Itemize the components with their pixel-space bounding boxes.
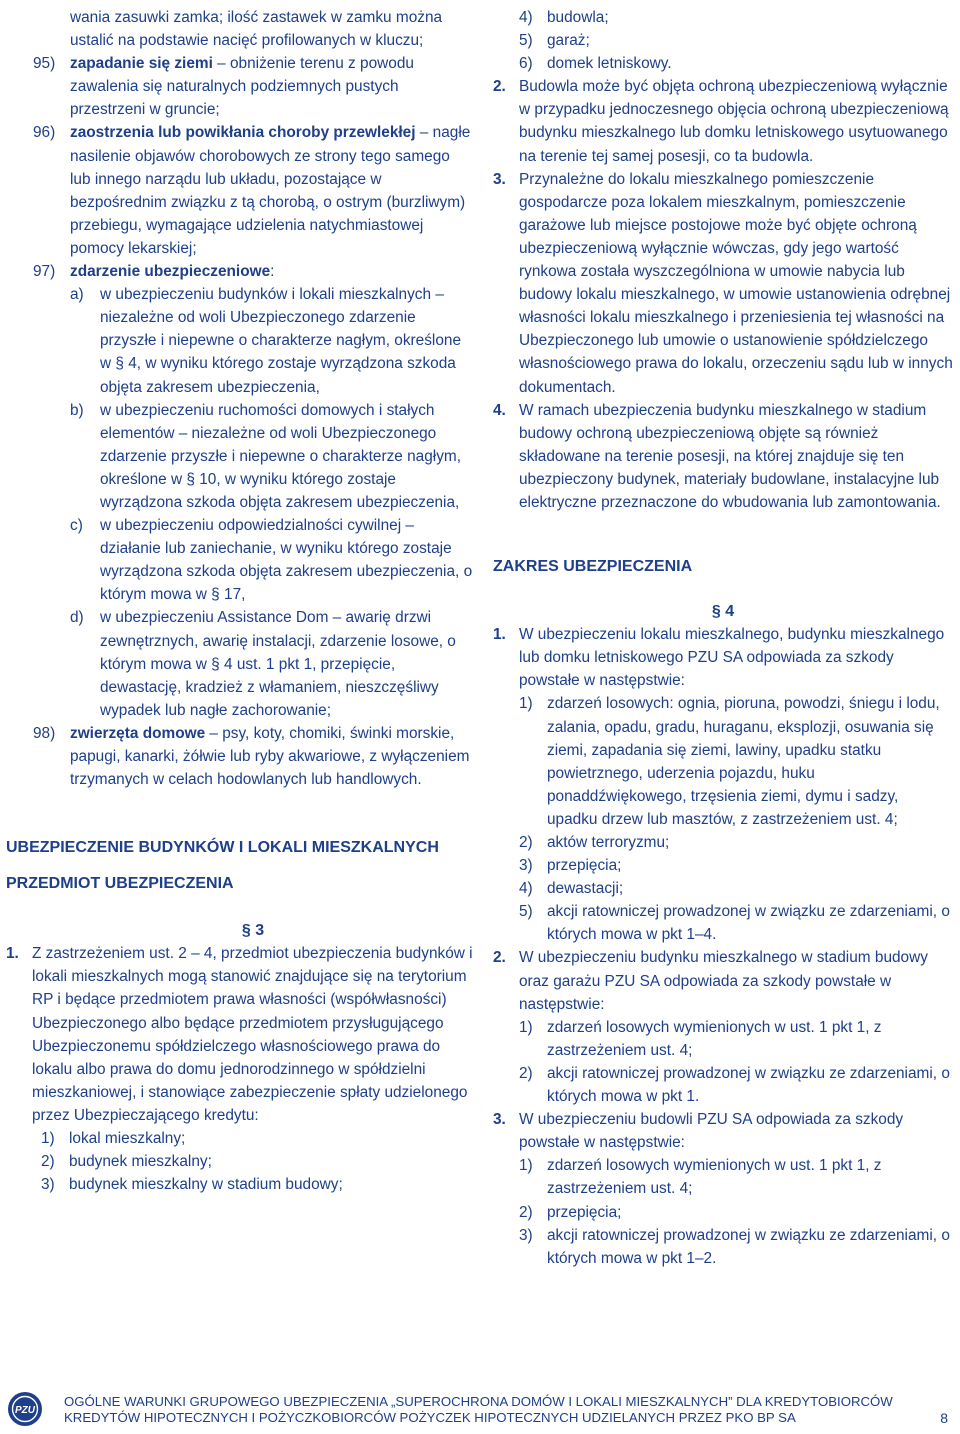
item-letter: b) xyxy=(70,401,84,419)
item-number: 98) xyxy=(33,724,56,742)
list-item xyxy=(41,1150,473,1173)
item-number: 2) xyxy=(519,834,533,851)
definition-text: – obniżenie terenu z powodu zawalenia się naturalnych podziemnych pustych przestrzeni w gruncie; xyxy=(70,55,414,119)
list-item xyxy=(519,831,953,854)
item-text: zdarzeń losowych wymienionych w ust. 1 pkt 1, z zastrzeżeniem ust. 4; xyxy=(547,1157,882,1198)
right-column xyxy=(493,6,953,1270)
clause-4 xyxy=(493,399,953,514)
list-item xyxy=(519,1154,953,1200)
list-item xyxy=(519,1062,953,1108)
definition-term: zwierzęta domowe xyxy=(70,724,206,742)
clause-text: W ubezpieczeniu budynku mieszkalnego w stadium budowy oraz garażu PZU SA odpowiada za szkody powstałe w następstwie: xyxy=(519,949,928,1013)
clause-number: 4. xyxy=(493,401,506,419)
list-item xyxy=(519,1224,953,1270)
item-number: 3) xyxy=(41,1176,55,1194)
subsection-heading: PRZEDMIOT UBEZPIECZENIA xyxy=(6,875,234,893)
item-text: akcji ratowniczej prowadzonej w związku ze zdarzeniami, o których mowa w pkt 1–4. xyxy=(547,903,950,944)
clause-1-list xyxy=(33,1127,473,1196)
clause-text: W ubezpieczeniu lokalu mieszkalnego, budynku mieszkalnego lub domku letniskowego PZU SA odpowiada za szkody powstałe w następstwie: xyxy=(519,626,945,690)
definition-96 xyxy=(33,121,473,260)
item-text: aktów terroryzmu; xyxy=(547,834,670,851)
list-item xyxy=(70,514,473,606)
item-text: akcji ratowniczej prowadzonej w związku ze zdarzeniami, o których mowa w pkt 1. xyxy=(547,1064,950,1106)
clause-1 xyxy=(6,942,473,1127)
item-text: budynek mieszkalny w stadium budowy; xyxy=(69,1176,343,1194)
list-item xyxy=(519,854,953,877)
item-text: w ubezpieczeniu budynków i lokali mieszkalnych – niezależne od woli Ubezpieczonego zdarzenie przyszłe i niepewne o charakterze nagłym, określone w § 4, w wyniku którego zostaje wyrządzona szkoda objęta zakresem ubezpieczenia, xyxy=(100,286,462,396)
clause-text: Z zastrzeżeniem ust. 2 – 4, przedmiot ubezpieczenia budynków i lokali mieszkalnych mogą stanowić znajdujące się na terytorium RP i będące przedmiotem prawa własności (współwłasności) Ubezpieczonego albo będące przedmiotem przysługującego Ubezpieczonemu spółdzielczego własnościowego prawa do lokalu albo prawa do domu jednorodzinnego w spółdzielni mieszkaniowej, i stanowiące zabezpieczenie spłaty udzielonego przez Ubezpieczającego kredytu: xyxy=(32,945,473,1124)
item-text: w ubezpieczeniu odpowiedzialności cywilnej – działanie lub zaniechanie, w wyniku którego zostaje wyrządzona szkoda objęta zakresem ubezpieczenia, o którym mowa w § 17, xyxy=(100,517,473,604)
item-text: w ubezpieczeniu Assistance Dom – awarię drzwi zewnętrznych, awarię instalacji, zdarzenie losowe, o którym mowa w § 4 ust. 1 pkt 1, przepięcie, dewastację, kradzież z włamaniem, nieszczęśliwy wypadek lub nagłe zachorowanie; xyxy=(100,609,456,719)
paragraph-number: § 4 xyxy=(711,603,735,621)
footer-text xyxy=(64,1394,924,1426)
scope-clause-2 xyxy=(493,946,953,1015)
clause-number: 2. xyxy=(493,949,506,967)
item-number: 3) xyxy=(519,857,533,875)
clause-number: 2. xyxy=(493,78,506,96)
item-number: 96) xyxy=(33,124,56,142)
item-text: zdarzeń losowych wymienionych w ust. 1 pkt 1, z zastrzeżeniem ust. 4; xyxy=(547,1018,882,1059)
paragraph-number: § 3 xyxy=(241,922,265,940)
item-number: 1) xyxy=(519,695,533,713)
definition-97 xyxy=(33,260,473,283)
item-number: 5) xyxy=(519,903,533,921)
list-item xyxy=(519,1016,953,1062)
list-item xyxy=(519,6,953,29)
clause-3 xyxy=(493,168,953,399)
item-text: domek letniskowy. xyxy=(547,55,672,73)
definition-term: zdarzenie ubezpieczeniowe xyxy=(70,263,271,281)
item-number: 2) xyxy=(41,1153,55,1171)
item-letter: a) xyxy=(70,286,84,304)
item-number: 1) xyxy=(519,1157,533,1175)
item-number: 97) xyxy=(33,263,56,281)
definition-97-sublist xyxy=(33,283,473,722)
clause-number: 3. xyxy=(493,1111,506,1129)
definition-98 xyxy=(33,722,473,791)
section-heading: UBEZPIECZENIE BUDYNKÓW I LOKALI MIESZKALNYCH xyxy=(6,839,439,857)
page-number: 8 xyxy=(940,1410,948,1426)
item-letter: c) xyxy=(70,517,83,535)
definition-text: – nagłe nasilenie objawów chorobowych ze strony tego samego lub innego narządu lub układu, pozostające w bezpośrednim związku z tą chorobą, o ostrym (burzliwym) przebiegu, wymagające udzielenia natychmiastowej pomocy lekarskiej; xyxy=(70,124,471,257)
item-letter: d) xyxy=(70,609,84,627)
list-item xyxy=(41,1173,473,1196)
clause-text: Przynależne do lokalu mieszkalnego pomieszczenie gospodarcze poza lokalem mieszkalnym, pomieszczenie garażowe lub miejsce postojowe może być objęte ochroną ubezpieczeniową wyłącznie wówczas, gdy jego wartość rynkowa została wyszczególniona w umowie nabycia lub budowy lokalu mieszkalnego, w umowie ustanowienia odrębnej własności lokalu mieszkalnego i przeniesienia tej własności na Ubezpieczonego lub umowie o ustanowienie spółdzielczego własnościowego prawa do lokalu, orzeczeniu sądu lub w innych dokumentach. xyxy=(519,170,953,396)
list-item xyxy=(70,606,473,721)
list-item xyxy=(519,29,953,52)
list-item xyxy=(70,283,473,398)
item-text: akcji ratowniczej prowadzonej w związku ze zdarzeniami, o których mowa w pkt 1–2. xyxy=(547,1226,950,1267)
list-item xyxy=(519,52,953,75)
clause-2 xyxy=(493,75,953,167)
clause-1-list-continued xyxy=(493,6,953,75)
clause-text: Budowla może być objęta ochroną ubezpieczeniową wyłącznie w przypadku jednoczesnego objęcia ochroną ubezpieczeniową budynku mieszkalnego lub domku letniskowego usytuowanego na terenie tej samej posesji, co ta budowla. xyxy=(519,78,949,165)
clause-number: 3. xyxy=(493,170,506,188)
logo-text: PZU xyxy=(15,1405,35,1416)
item-text: zdarzeń losowych: ognia, pioruna, powodzi, śniegu i lodu, zalania, opadu, gradu, huraganu, eksplozji, osuwania się ziemi, zapadania się ziemi, lawiny, upadku statku powietrznego, uderzenia pojazdu, huku ponaddźwiękowego, trzęsienia ziemi, dymu i sadzy, upadku drzew lub masztów, z zastrzeżeniem ust. 4; xyxy=(547,695,940,828)
item-number: 3) xyxy=(519,1226,533,1244)
item-text: garaż; xyxy=(547,32,590,50)
item-text: budowla; xyxy=(547,9,609,26)
item-number: 1) xyxy=(41,1130,55,1148)
item-number: 2) xyxy=(519,1203,533,1221)
footer-line-1: OGÓLNE WARUNKI GRUPOWEGO UBEZPIECZENIA „SUPEROCHRONA DOMÓW I LOKALI MIESZKALNYCH” DLA KREDYTOBIORCÓW xyxy=(64,1394,893,1409)
item-text: przepięcia; xyxy=(547,1203,622,1221)
item-text: przepięcia; xyxy=(547,857,622,875)
scope-clause-1-list xyxy=(493,692,953,946)
list-item xyxy=(519,877,953,900)
definition-95 xyxy=(33,52,473,121)
clause-number: 1. xyxy=(6,945,19,963)
item-text: budynek mieszkalny; xyxy=(69,1153,212,1171)
item-text: w ubezpieczeniu ruchomości domowych i stałych elementów – niezależne od woli Ubezpieczonego zdarzenie przyszłe i niepewne o charakterze nagłym, określone w § 10, w wyniku którego zostaje wyrządzona szkoda objęta zakresem ubezpieczenia, xyxy=(100,401,462,511)
definition-term: zapadanie się ziemi xyxy=(70,55,213,73)
scope-clause-1 xyxy=(493,623,953,692)
pzu-logo-icon xyxy=(8,1392,42,1426)
left-column xyxy=(6,6,473,1196)
definition-text: : xyxy=(270,263,275,281)
item-text: lokal mieszkalny; xyxy=(69,1130,186,1148)
clause-text: W ramach ubezpieczenia budynku mieszkalnego w stadium budowy ochroną ubezpieczeniową objęte są również składowane na terenie posesji, na której znajduje się ten ubezpieczony budynek, materiały budowlane, instalacyjne lub elektryczne przeznaczone do wbudowania lub zamontowania. xyxy=(519,401,941,511)
definition-term: zaostrzenia lub powikłania choroby przewlekłej xyxy=(70,124,416,142)
section-heading: ZAKRES UBEZPIECZENIA xyxy=(493,558,693,576)
page-footer xyxy=(0,1388,960,1434)
footer-line-2: KREDYTÓW HIPOTECZNYCH I POŻYCZKOBIORCÓW POŻYCZEK HIPOTECZNYCH UDZIELANYCH PRZEZ PKO BP SA xyxy=(64,1410,796,1425)
list-item xyxy=(519,1201,953,1224)
item-number: 5) xyxy=(519,32,533,50)
definition-text: – psy, koty, chomiki, świnki morskie, papugi, kanarki, żółwie lub ryby akwariowe, z wyłączeniem trzymanych w celach hodowlanych lub handlowych. xyxy=(70,724,470,789)
item-text: dewastacji; xyxy=(547,880,624,898)
scope-clause-3-list xyxy=(493,1154,953,1269)
item-number: 4) xyxy=(519,880,533,898)
definition-continuation: wania zasuwki zamka; ilość zastawek w zamku można ustalić na podstawie nacięć profilowanych w kluczu; xyxy=(70,9,443,50)
item-number: 1) xyxy=(519,1018,533,1036)
clause-text: W ubezpieczeniu budowli PZU SA odpowiada za szkody powstałe w następstwie: xyxy=(519,1111,904,1152)
list-item xyxy=(70,399,473,514)
item-number: 6) xyxy=(519,55,533,73)
item-number: 2) xyxy=(519,1064,533,1082)
clause-number: 1. xyxy=(493,626,506,644)
scope-clause-2-list xyxy=(493,1016,953,1108)
item-number: 95) xyxy=(33,55,56,73)
list-item xyxy=(519,692,953,831)
item-number: 4) xyxy=(519,9,533,26)
scope-clause-3 xyxy=(493,1108,953,1154)
list-item xyxy=(41,1127,473,1150)
list-item xyxy=(519,900,953,946)
